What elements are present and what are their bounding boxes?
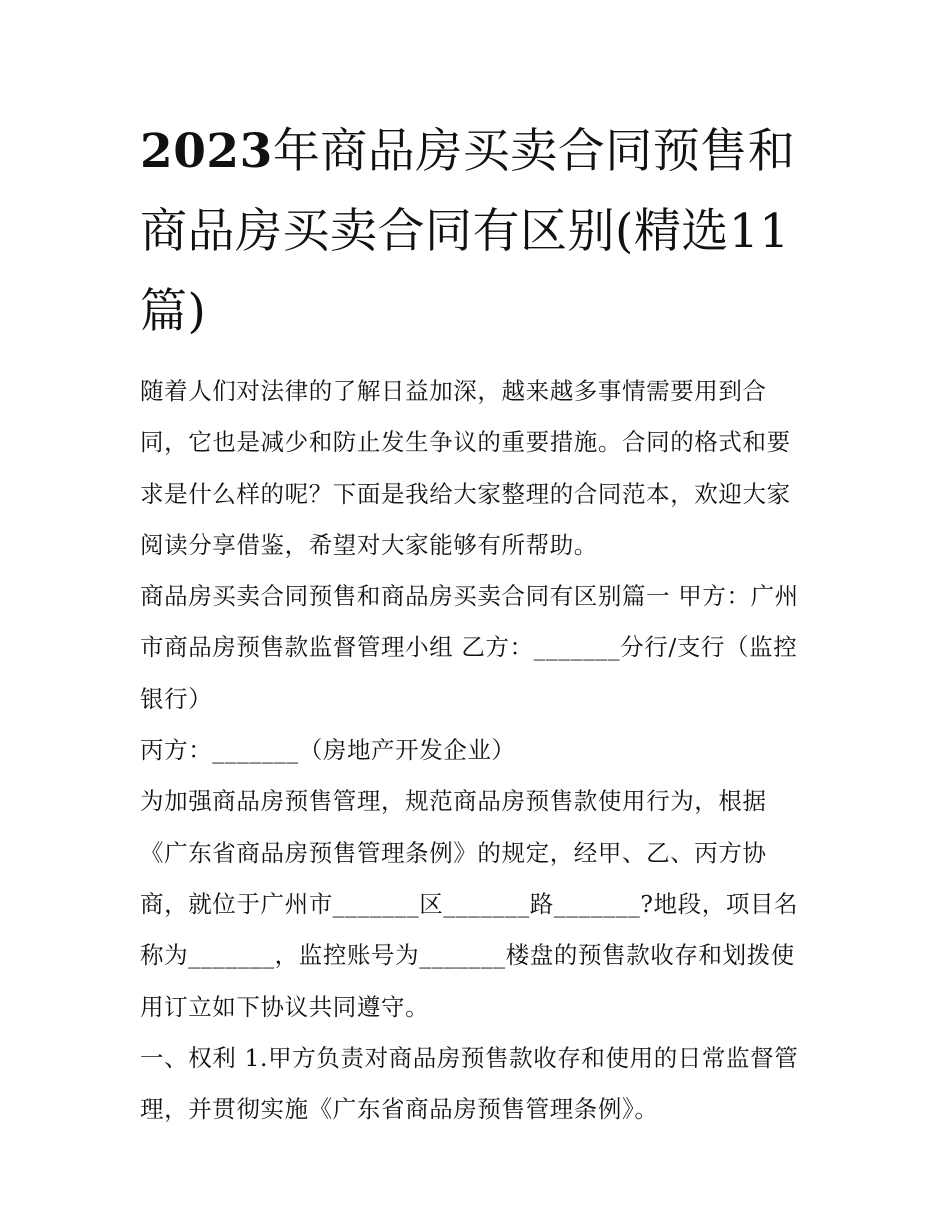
- parties-paragraph: 商品房买卖合同预售和商品房买卖合同有区别篇一 甲方：广州市商品房预售款监督管理小组 乙方：_______分行/支行（监控银行）: [140, 582, 799, 713]
- title-text: 年商品房买卖合同预售和商品房买卖合同有区别(精选11篇): [140, 124, 796, 339]
- document-page: [140, 112, 812, 1135]
- document-body: [140, 366, 812, 1135]
- purpose-paragraph: 为加强商品房预售管理，规范商品房预售款使用行为，根据《广东省商品房预售管理条例》的规定，经甲、乙、丙方协商，就位于广州市_______区_______路_______?地段，项目名称为_______，监控账号为_______楼盘的预售款收存和划拨使用订立如下协议共同遵守。: [140, 787, 799, 1021]
- document-title: [140, 112, 812, 352]
- rights-paragraph: 一、权利 1.甲方负责对商品房预售款收存和使用的日常监督管理，并贯彻实施《广东省商品房预售管理条例》。: [140, 1043, 799, 1124]
- party-c-paragraph: 丙方：_______（房地产开发企业）: [140, 736, 516, 765]
- title-year: 2023: [140, 124, 273, 179]
- intro-paragraph: 随着人们对法律的了解日益加深，越来越多事情需要用到合同，它也是减少和防止发生争议的重要措施。合同的格式和要求是什么样的呢？下面是我给大家整理的合同范本，欢迎大家阅读分享借鉴，希望对大家能够有所帮助。: [140, 377, 791, 559]
